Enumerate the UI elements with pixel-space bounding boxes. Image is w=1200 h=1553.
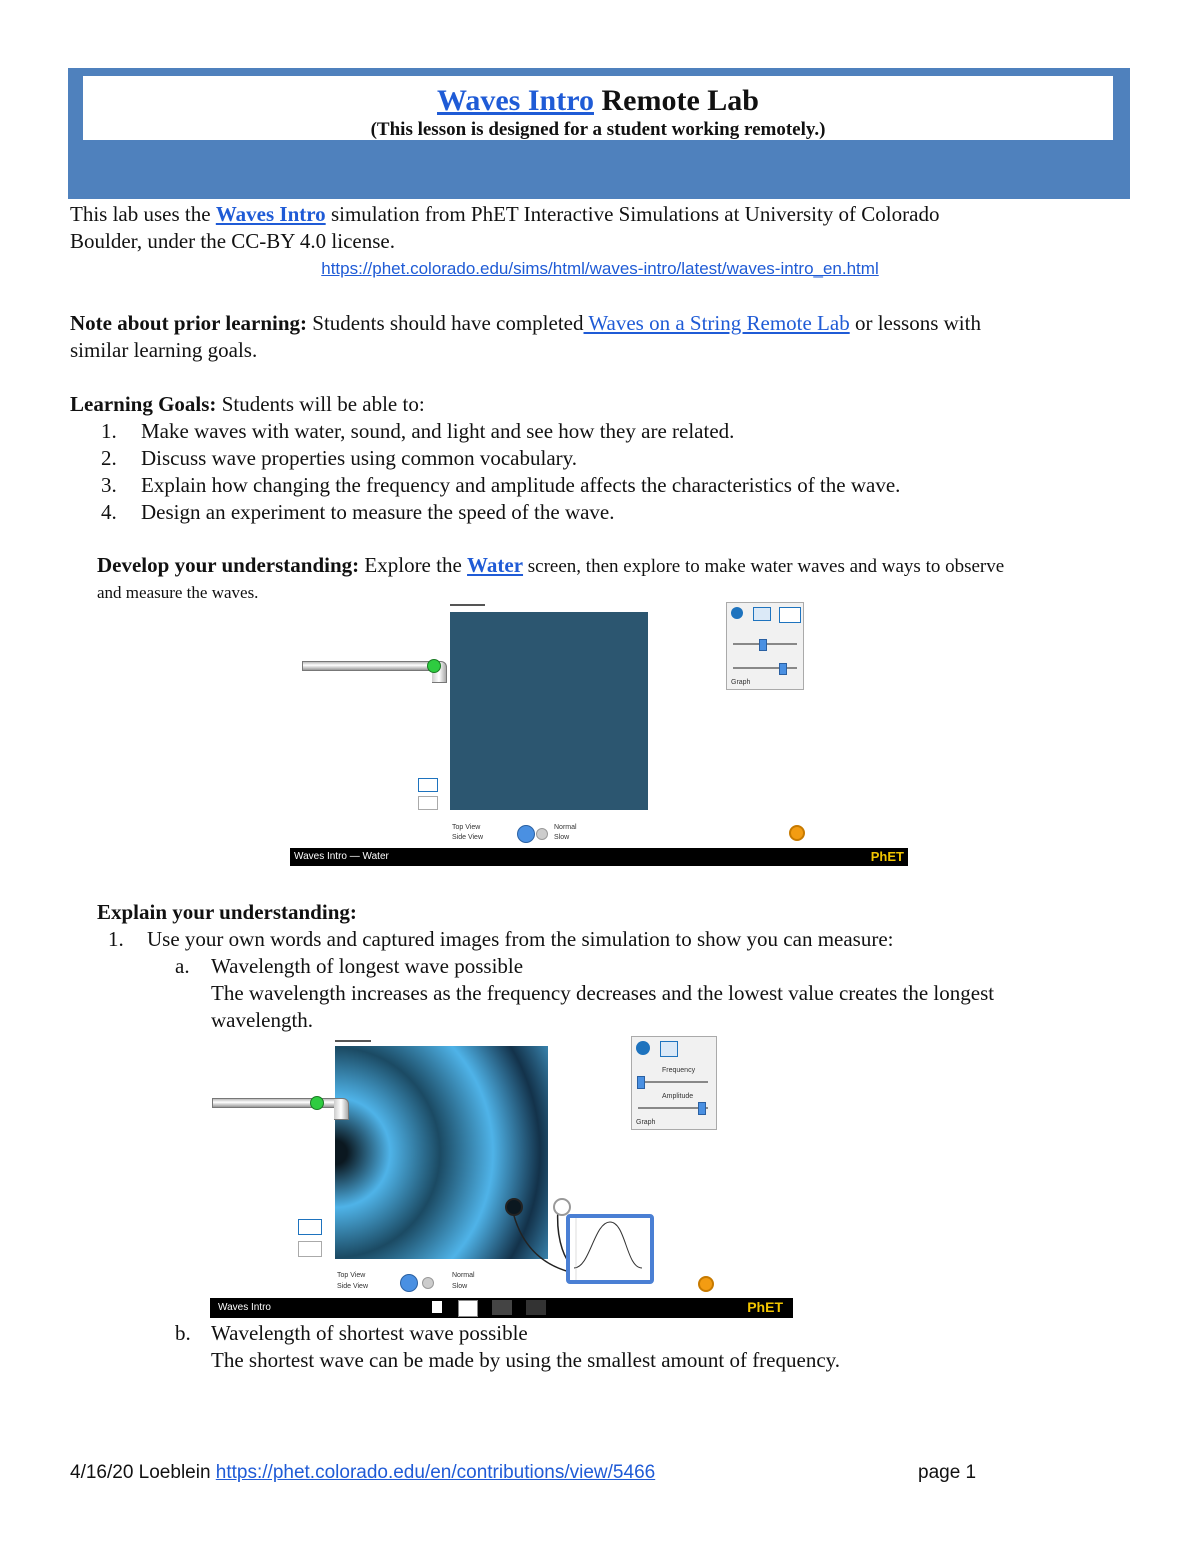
item-b-answer: The shortest wave can be made by using the smallest amount of frequency.	[211, 1348, 841, 1372]
frequency-slider-thumb[interactable]	[759, 639, 767, 651]
phet-logo[interactable]: PhET	[747, 1299, 783, 1315]
list-number: 4.	[101, 500, 117, 524]
list-text: Make waves with water, sound, and light and see how they are related.	[141, 419, 735, 443]
develop-text-1: Explore the	[359, 553, 468, 577]
top-view-radio[interactable]: Top View	[452, 824, 481, 831]
side-view-radio[interactable]: Side View	[452, 834, 484, 841]
top-view-radio[interactable]: Top View	[337, 1272, 366, 1279]
footer-text: 4/16/20 Loeblein	[70, 1462, 216, 1483]
list-item	[101, 472, 1131, 499]
learning-goals-heading	[70, 391, 1130, 418]
top-view-icon[interactable]	[418, 778, 438, 792]
grid-icon[interactable]	[660, 1041, 678, 1057]
normal-speed-radio[interactable]: Normal	[554, 824, 577, 831]
sim-screenshot-water	[290, 602, 908, 866]
screen-water-icon[interactable]	[458, 1300, 478, 1317]
question-1-number: 1.	[108, 927, 124, 951]
intro-text-3: Boulder, under the CC-BY 4.0 license.	[70, 229, 395, 253]
list-item	[101, 499, 1131, 526]
home-icon[interactable]	[432, 1301, 442, 1313]
faucet-pipe	[302, 661, 434, 671]
item-a-answer-line-1: The wavelength increases as the frequency decreases and the lowest value creates the longest	[211, 981, 995, 1005]
explain-heading: Explain your understanding:	[97, 900, 357, 924]
pause-button[interactable]	[400, 1274, 418, 1292]
screen-light-icon[interactable]	[526, 1300, 546, 1315]
amplitude-slider-thumb[interactable]	[698, 1102, 706, 1115]
footer-credit	[70, 1461, 970, 1485]
item-b-letter: b.	[175, 1321, 191, 1345]
list-item	[101, 445, 1131, 472]
question-1: Use your own words and captured images from the simulation to show you can measure:	[147, 927, 894, 951]
slow-speed-radio[interactable]: Slow	[554, 834, 570, 841]
develop-label: Develop your understanding:	[97, 553, 360, 577]
learning-goals-list	[101, 418, 1131, 526]
intro-text-2: simulation from PhET Interactive Simulations at University of Colorado	[325, 202, 940, 226]
water-drop-icon[interactable]	[731, 607, 743, 619]
navigation-bar	[210, 1298, 793, 1318]
develop-text-2: screen, then explore to make water waves and ways to observe	[523, 556, 1005, 577]
prior-link[interactable]: Waves on a String Remote Lab	[583, 311, 850, 335]
step-button[interactable]	[422, 1277, 434, 1289]
faucet-knob[interactable]	[310, 1096, 324, 1110]
goals-label: Learning Goals:	[70, 392, 217, 416]
frequency-label: Frequency	[662, 1067, 696, 1074]
prior-text-1: Students should have completed	[307, 311, 584, 335]
sim-title: Waves Intro — Water	[294, 851, 389, 862]
title-link[interactable]: Waves Intro	[437, 84, 594, 117]
wave-graph-panel[interactable]	[566, 1214, 654, 1284]
prior-text-2: or lessons with	[849, 311, 981, 335]
list-number: 3.	[101, 473, 117, 497]
top-view-icon[interactable]	[298, 1219, 322, 1235]
scale-bar	[450, 604, 485, 606]
develop-paragraph	[97, 552, 1137, 606]
item-a-answer	[211, 980, 1121, 1034]
sine-wave-graph	[570, 1218, 650, 1280]
control-panel	[726, 602, 804, 690]
reset-button[interactable]	[789, 825, 805, 841]
screen-sound-icon[interactable]	[492, 1300, 512, 1315]
navigation-bar	[290, 848, 908, 866]
side-view-icon[interactable]	[418, 796, 438, 810]
list-number: 2.	[101, 446, 117, 470]
water-drop-icon[interactable]	[636, 1041, 650, 1055]
prior-learning-note	[70, 310, 1130, 364]
water-tank	[450, 612, 648, 810]
page-number: page 1	[918, 1462, 977, 1483]
intro-paragraph	[70, 201, 1130, 255]
faucet-knob[interactable]	[427, 659, 441, 673]
graph-checkbox-label[interactable]: Graph	[731, 679, 751, 686]
list-item	[101, 418, 1131, 445]
reset-button[interactable]	[698, 1276, 714, 1292]
prior-text-3: similar learning goals.	[70, 338, 258, 362]
frequency-slider-thumb[interactable]	[637, 1076, 645, 1089]
item-a-title: Wavelength of longest wave possible	[211, 954, 524, 978]
item-a-letter: a.	[175, 954, 190, 978]
header-banner	[68, 68, 1130, 199]
list-text: Design an experiment to measure the speed of the wave.	[141, 500, 615, 524]
goals-text: Students will be able to:	[216, 392, 425, 416]
title-rest: Remote Lab	[593, 84, 759, 117]
intro-text-1: This lab uses the	[70, 202, 216, 226]
graph-checkbox-label[interactable]: Graph	[636, 1119, 656, 1126]
amplitude-slider-thumb[interactable]	[779, 663, 787, 675]
item-a-answer-line-2: wavelength.	[211, 1008, 314, 1032]
scale-bar	[335, 1040, 371, 1042]
sim-url-line	[70, 255, 1130, 282]
side-view-icon[interactable]	[298, 1241, 322, 1257]
list-number: 1.	[101, 419, 117, 443]
intro-sim-link[interactable]: Waves Intro	[215, 202, 326, 226]
side-view-radio[interactable]: Side View	[337, 1283, 369, 1290]
water-link[interactable]: Water	[467, 553, 524, 577]
probe-1-icon[interactable]	[505, 1198, 523, 1216]
sim-title: Waves Intro	[218, 1302, 271, 1313]
page-subtitle: (This lesson is designed for a student working remotely.)	[370, 119, 826, 140]
sim-url-link[interactable]: https://phet.colorado.edu/sims/html/waves-intro/latest/waves-intro_en.html	[321, 259, 879, 278]
prior-label: Note about prior learning:	[70, 311, 308, 335]
grid-icon[interactable]	[753, 607, 771, 621]
pause-button[interactable]	[517, 825, 535, 843]
list-text: Discuss wave properties using common vocabulary.	[141, 446, 578, 470]
amplitude-slider-track	[733, 667, 797, 669]
normal-speed-radio[interactable]: Normal	[452, 1272, 475, 1279]
footer-url-link[interactable]: https://phet.colorado.edu/en/contributions/view/5466	[215, 1462, 656, 1483]
item-b-title: Wavelength of shortest wave possible	[211, 1321, 528, 1345]
slow-speed-radio[interactable]: Slow	[452, 1283, 468, 1290]
develop-text-3: and measure the waves.	[97, 583, 259, 602]
list-text: Explain how changing the frequency and amplitude affects the characteristics of the wave.	[141, 473, 901, 497]
step-button[interactable]	[536, 828, 548, 840]
control-panel	[631, 1036, 717, 1130]
amplitude-label: Amplitude	[662, 1093, 694, 1100]
page-title	[83, 84, 1113, 118]
header-box	[83, 76, 1113, 140]
frequency-slider-track	[638, 1081, 708, 1083]
faucet-elbow	[334, 1098, 349, 1120]
screen-icon[interactable]	[779, 607, 801, 623]
phet-logo[interactable]: PhET	[870, 849, 904, 864]
sim-screenshot-longest-wave	[210, 1034, 793, 1318]
